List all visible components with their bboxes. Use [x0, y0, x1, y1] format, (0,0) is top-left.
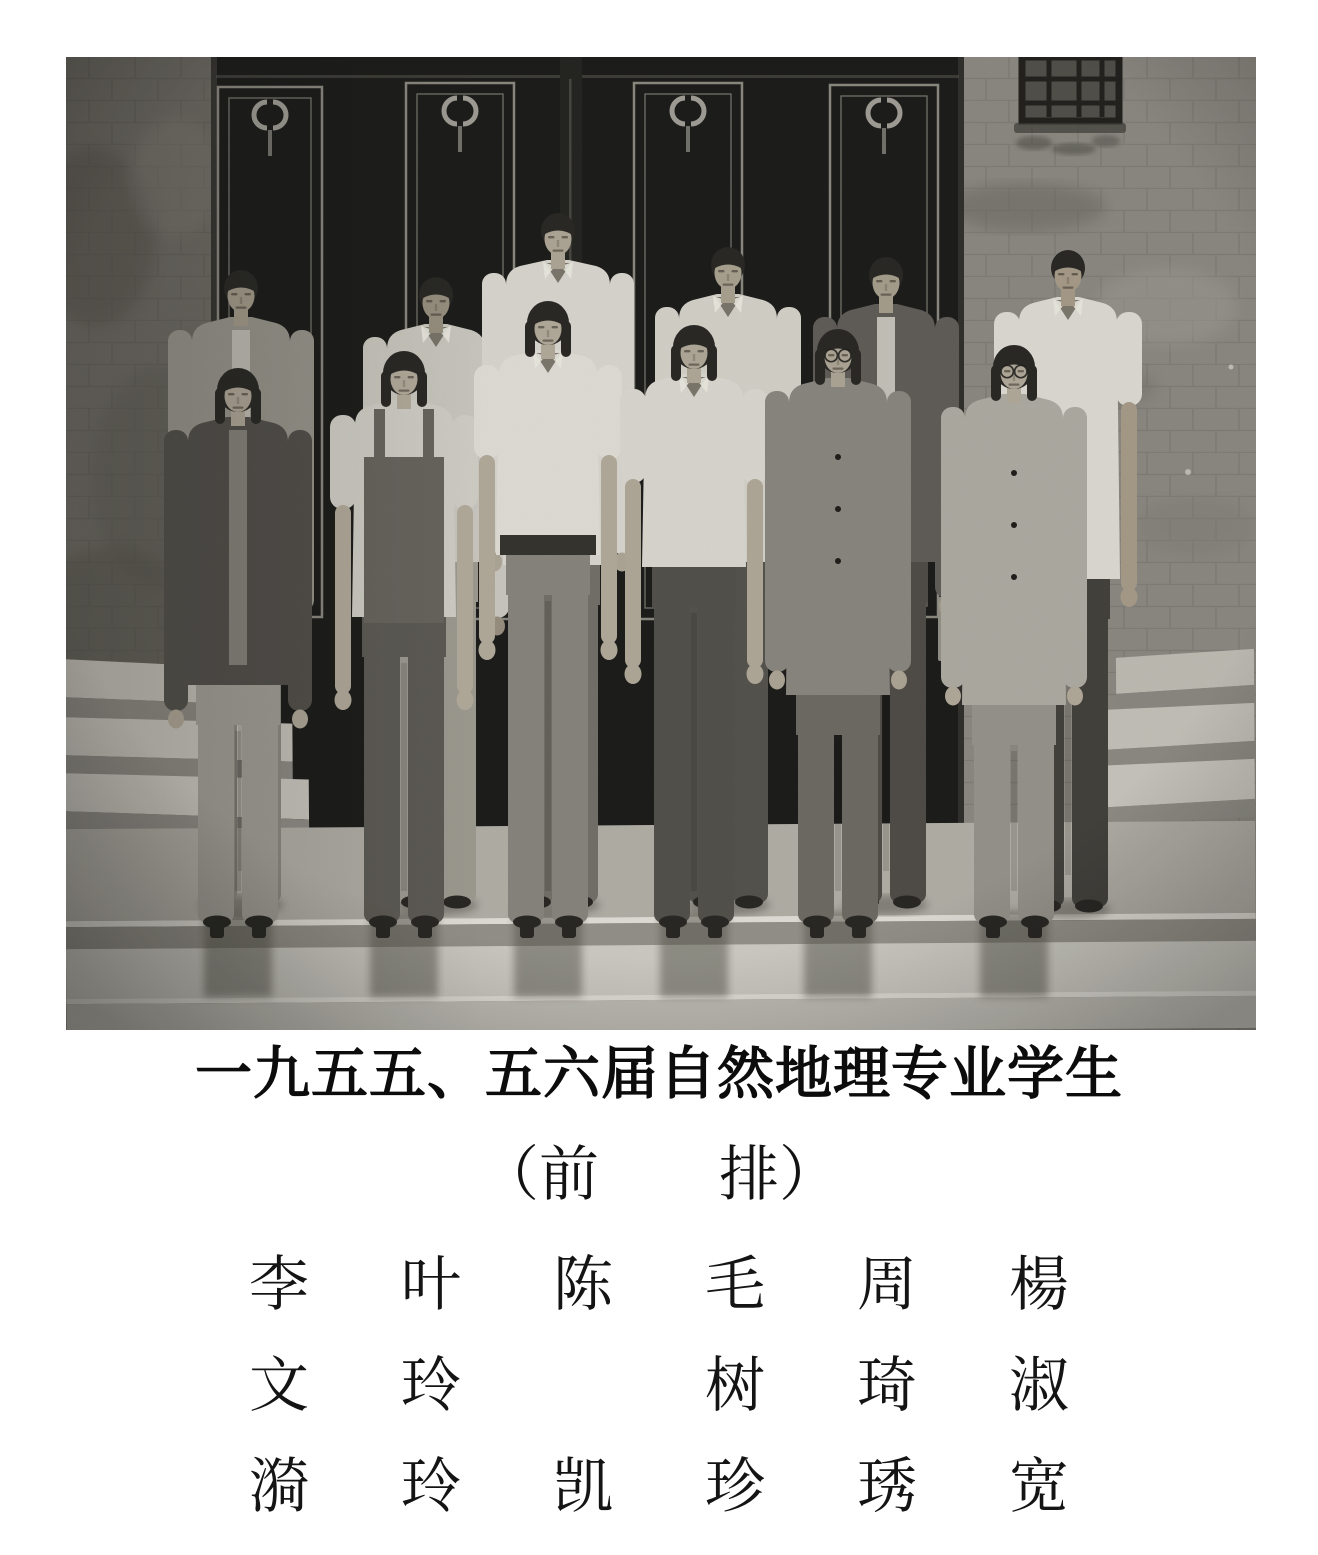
name-char: 叶	[401, 1252, 461, 1318]
name-char	[507, 1353, 659, 1454]
name-char: 文	[249, 1353, 309, 1419]
name-char: 楊	[1009, 1252, 1069, 1318]
name-char: 周	[857, 1252, 917, 1318]
name-char: 树	[705, 1353, 765, 1419]
film-grain-overlay	[66, 57, 1256, 1030]
name-char: 琦	[857, 1353, 917, 1419]
group-photograph	[66, 57, 1256, 1030]
name-char: 凯	[553, 1454, 613, 1520]
caption-title: 一九五五、五六届自然地理专业学生	[195, 1041, 1123, 1107]
name-char: 玲	[401, 1454, 461, 1520]
name-char: 李	[249, 1252, 309, 1318]
name-char: 宽	[1009, 1454, 1069, 1520]
name-char: 珍	[705, 1454, 765, 1520]
name-char: 淑	[1009, 1353, 1069, 1419]
name-char: 陈	[553, 1252, 613, 1318]
photo-scene	[66, 57, 1256, 1030]
name-char: 琇	[857, 1454, 917, 1520]
front-row-names	[203, 1252, 1115, 1555]
name-char: 漪	[249, 1454, 309, 1520]
name-char: 玲	[401, 1353, 461, 1419]
front-row-label: （前 排）	[479, 1142, 839, 1208]
name-char: 毛	[705, 1252, 765, 1318]
